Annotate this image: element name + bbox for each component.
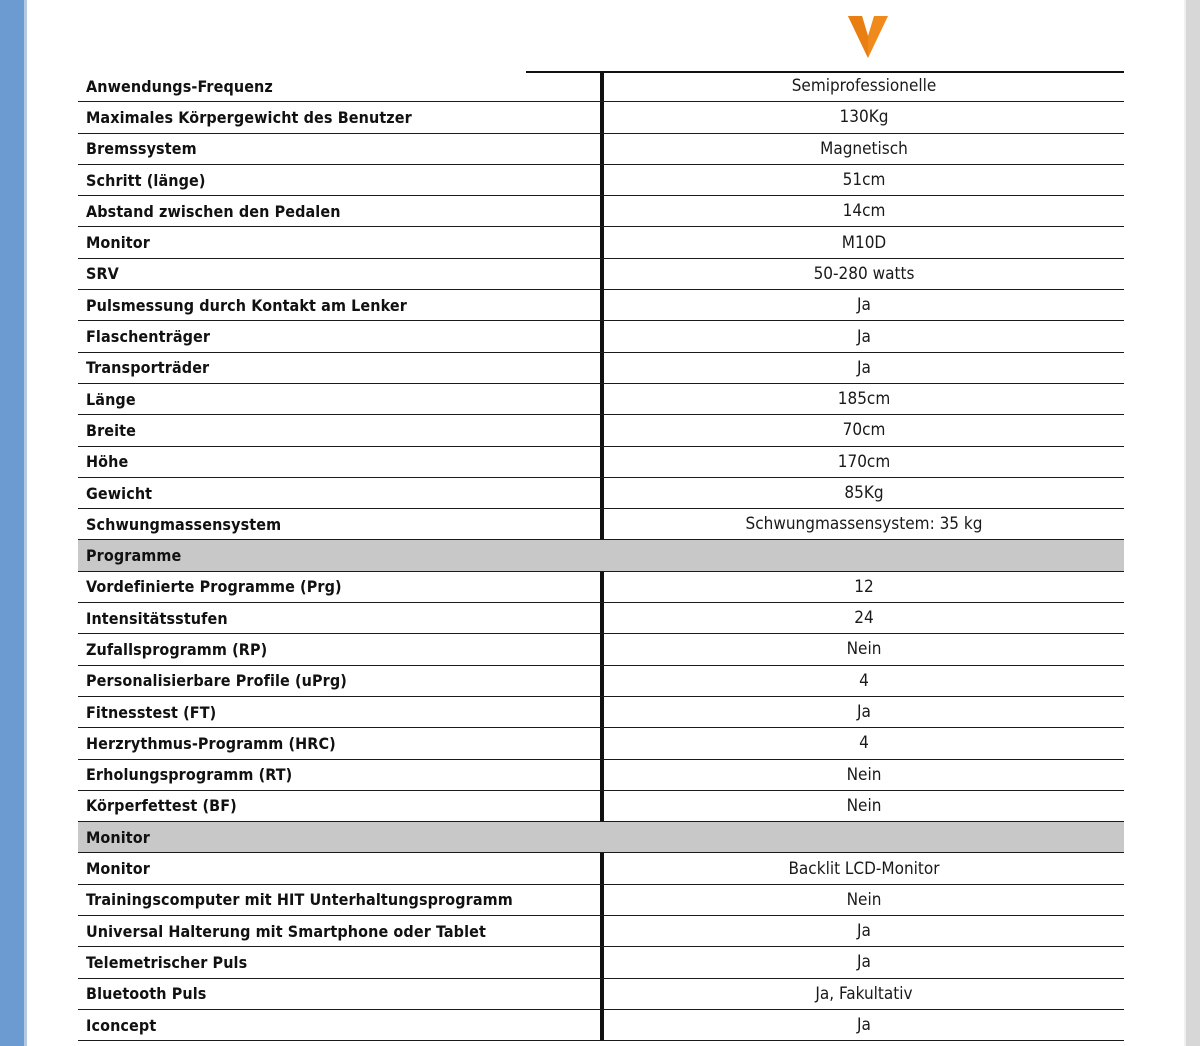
spec-row <box>78 666 1124 697</box>
spec-label: Flaschenträger <box>86 327 211 347</box>
spec-label: Abstand zwischen den Pedalen <box>86 201 341 221</box>
spec-value: Ja, Fakultativ <box>815 983 913 1004</box>
section-title: Monitor <box>86 827 150 847</box>
spec-value: Ja <box>857 357 871 378</box>
spec-label: Schritt (länge) <box>86 170 206 190</box>
spec-label: Länge <box>86 389 136 409</box>
spec-label: Trainingscomputer mit HIT Unterhaltungsprogramm <box>86 890 513 910</box>
spec-value: Nein <box>846 889 882 910</box>
spec-value: Ja <box>857 702 871 723</box>
spec-value: 14cm <box>842 201 886 222</box>
spec-value: 50-280 watts <box>813 263 915 284</box>
spec-row <box>78 1010 1124 1041</box>
spec-label: Gewicht <box>86 483 153 503</box>
spec-value: 24 <box>854 608 874 629</box>
spec-value: 85Kg <box>844 483 884 503</box>
section-title: Programme <box>86 546 182 566</box>
spec-row <box>78 728 1124 759</box>
spec-value: Backlit LCD-Monitor <box>788 858 940 879</box>
spec-row <box>78 572 1124 603</box>
spec-value: 185cm <box>837 389 891 410</box>
spec-row <box>78 415 1124 446</box>
spec-row <box>78 384 1124 415</box>
spec-label: Herzrythmus-Programm (HRC) <box>86 733 336 753</box>
spec-row <box>78 227 1124 258</box>
spec-label: Erholungsprogramm (RT) <box>86 765 293 785</box>
spec-label: Vordefinierte Programme (Prg) <box>86 577 342 597</box>
spec-row <box>78 603 1124 634</box>
spec-value: 4 <box>859 733 869 754</box>
spec-value: 170cm <box>837 451 891 472</box>
spec-value: Ja <box>857 952 871 973</box>
spec-table <box>78 71 1124 1041</box>
spec-row <box>78 916 1124 947</box>
spec-label: Monitor <box>86 859 150 879</box>
spec-label: Maximales Körpergewicht des Benutzer <box>86 107 412 127</box>
spec-value: Schwungmassensystem: 35 kg <box>745 514 983 535</box>
spec-label: Pulsmessung durch Kontakt am Lenker <box>86 295 407 315</box>
spec-value: Nein <box>846 764 882 785</box>
spec-value: Semiprofessionelle <box>791 76 937 97</box>
spec-value: Ja <box>857 1015 871 1036</box>
orange-chevron-logo-icon <box>846 14 890 60</box>
left-margin-bar <box>0 0 24 1046</box>
spec-row <box>78 634 1124 665</box>
spec-value: 51cm <box>842 170 886 191</box>
spec-row <box>78 947 1124 978</box>
spec-row <box>78 791 1124 822</box>
spec-row <box>78 353 1124 384</box>
spec-row <box>78 134 1124 165</box>
spec-row <box>78 165 1124 196</box>
right-scroll-edge <box>1186 0 1200 1046</box>
spec-row <box>78 509 1124 540</box>
spec-value: Ja <box>857 326 871 347</box>
spec-row <box>78 760 1124 791</box>
spec-row <box>78 321 1124 352</box>
spec-label: Anwendungs-Frequenz <box>86 76 273 96</box>
spec-label: Fitnesstest (FT) <box>86 702 217 722</box>
spec-row <box>78 478 1124 509</box>
spec-label: Körperfettest (BF) <box>86 796 237 816</box>
spec-row <box>78 259 1124 290</box>
spec-label: Personalisierbare Profile (uPrg) <box>86 671 347 691</box>
spec-label: Schwungmassensystem <box>86 514 282 534</box>
section-header-row <box>78 540 1124 571</box>
section-header-row <box>78 822 1124 853</box>
spec-label: Bremssystem <box>86 139 197 159</box>
spec-label: Bluetooth Puls <box>86 984 207 1004</box>
left-margin-edge <box>24 0 27 1046</box>
spec-label: Breite <box>86 420 137 440</box>
spec-value: Ja <box>857 295 871 316</box>
spec-value: M10D <box>841 232 887 253</box>
spec-row <box>78 697 1124 728</box>
spec-row <box>78 102 1124 133</box>
spec-label: Iconcept <box>86 1015 157 1035</box>
spec-value: Magnetisch <box>820 138 908 159</box>
spec-label: SRV <box>86 264 119 284</box>
spec-value: 4 <box>859 670 869 691</box>
spec-row <box>78 447 1124 478</box>
right-scroll-edge-highlight <box>1184 0 1186 1046</box>
spec-value: Nein <box>846 795 882 816</box>
spec-row <box>78 979 1124 1010</box>
spec-label: Universal Halterung mit Smartphone oder Tablet <box>86 921 486 941</box>
spec-label: Telemetrischer Puls <box>86 952 248 972</box>
spec-label: Transporträder <box>86 358 210 378</box>
spec-value: 12 <box>854 576 874 597</box>
spec-row <box>78 290 1124 321</box>
spec-label: Zufallsprogramm (RP) <box>86 639 268 659</box>
spec-row <box>78 196 1124 227</box>
spec-row <box>78 853 1124 884</box>
spec-value: 70cm <box>842 420 886 441</box>
spec-label: Monitor <box>86 233 150 253</box>
spec-label: Höhe <box>86 452 129 472</box>
spec-label: Intensitätsstufen <box>86 608 228 628</box>
spec-row <box>78 71 1124 102</box>
spec-value: 130Kg <box>839 107 889 128</box>
spec-value: Nein <box>846 639 882 660</box>
spec-value: Ja <box>857 921 871 942</box>
spec-row <box>78 885 1124 916</box>
